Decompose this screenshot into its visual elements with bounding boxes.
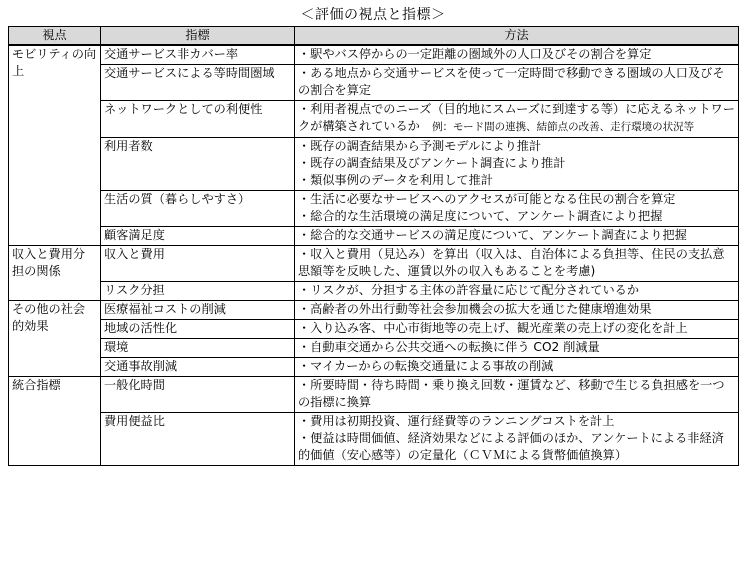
indicator-cell: 一般化時間 xyxy=(101,377,295,413)
table-row xyxy=(9,246,739,282)
method-line: ・ある地点から交通サービスを使って一定時間で移動できる圏域の人口及びその割合を算定 xyxy=(298,66,725,97)
indicator-cell: 利用者数 xyxy=(101,138,295,191)
indicator-cell: 費用便益比 xyxy=(101,413,295,466)
method-line: ・費用は初期投資、運行経費等のランニングコストを計上 xyxy=(298,414,615,428)
indicator-cell: 収入と費用 xyxy=(101,246,295,282)
viewpoint-cell: 統合指標 xyxy=(9,377,101,466)
indicator-cell: 地域の活性化 xyxy=(101,320,295,339)
table-row xyxy=(9,339,739,358)
method-line: ・総合的な交通サービスの満足度について、アンケート調査により把握 xyxy=(298,228,687,242)
method-cell xyxy=(295,191,739,227)
header-row xyxy=(9,27,739,46)
method-note: 例：モード間の連携、結節点の改善、走行環境の状況等 xyxy=(432,121,695,133)
method-line: ・便益は時間価値、経済効果などによる評価のほか、アンケートによる非経済的価値（安心感等）の定量化（ＣＶＭによる貨幣価値換算） xyxy=(298,431,724,462)
method-cell xyxy=(295,282,739,301)
table-row xyxy=(9,65,739,101)
table-row xyxy=(9,413,739,466)
method-line: ・リスクが、分担する主体の許容量に応じて配分されているか xyxy=(298,283,640,297)
method-cell xyxy=(295,358,739,377)
method-line: ・収入と費用（見込み）を算出（収入は、自治体による負担等、住民の支払意思額等を反映した、運賃以外の収入もあることを考慮) xyxy=(298,247,725,278)
table-row xyxy=(9,45,739,65)
indicator-cell: リスク分担 xyxy=(101,282,295,301)
table-row xyxy=(9,101,739,138)
method-line: ・所要時間・待ち時間・乗り換え回数・運賃など、移動で生じる負担感を一つの指標に換算 xyxy=(298,378,725,409)
method-cell xyxy=(295,65,739,101)
method-line: ・総合的な生活環境の満足度について、アンケート調査により把握 xyxy=(298,209,663,223)
table-row xyxy=(9,227,739,246)
indicator-cell: 医療福祉コストの削減 xyxy=(101,301,295,320)
header-method: 方法 xyxy=(295,27,739,46)
method-cell xyxy=(295,101,739,138)
indicator-cell: 環境 xyxy=(101,339,295,358)
method-cell xyxy=(295,320,739,339)
method-line: ・駅やバス停からの一定距離の圏域外の人口及びその割合を算定 xyxy=(298,47,652,61)
page-title: ＜評価の視点と指標＞ xyxy=(300,7,446,23)
method-cell xyxy=(295,227,739,246)
header-viewpoint: 視点 xyxy=(9,27,101,46)
table-row xyxy=(9,377,739,413)
method-text: ・利用者視点でのニーズ（目的地にスムーズに到達する等）に応えるネットワークが構築されているか xyxy=(298,102,735,133)
indicator-cell: 生活の質（暮らしやすさ） xyxy=(101,191,295,227)
method-line: ・入り込み客、中心市街地等の売上げ、観光産業の売上げの変化を計上 xyxy=(298,321,688,335)
method-cell xyxy=(295,246,739,282)
table-row xyxy=(9,282,739,301)
method-cell xyxy=(295,339,739,358)
header-indicator: 指標 xyxy=(101,27,295,46)
method-cell xyxy=(295,413,739,466)
table-row xyxy=(9,191,739,227)
method-line: ・高齢者の外出行動等社会参加機会の拡大を通じた健康増進効果 xyxy=(298,302,652,316)
method-line xyxy=(298,101,735,136)
indicator-cell: 顧客満足度 xyxy=(101,227,295,246)
viewpoint-cell: 収入と費用分担の関係 xyxy=(9,246,101,301)
method-line: ・生活に必要なサービスへのアクセスが可能となる住民の割合を算定 xyxy=(298,192,676,206)
method-line: ・自動車交通から公共交通への転換に伴う CO2 削減量 xyxy=(298,340,600,354)
viewpoint-cell: モビリティの向上 xyxy=(9,45,101,246)
evaluation-table xyxy=(8,26,739,466)
indicator-cell: 交通サービス非カバー率 xyxy=(101,45,295,65)
table-row xyxy=(9,138,739,191)
method-line: ・既存の調査結果から予測モデルにより推計 xyxy=(298,139,542,153)
table-row xyxy=(9,320,739,339)
method-cell xyxy=(295,138,739,191)
method-cell xyxy=(295,377,739,413)
indicator-cell: 交通サービスによる等時間圏域 xyxy=(101,65,295,101)
indicator-cell: 交通事故削減 xyxy=(101,358,295,377)
method-line: ・マイカーからの転換交通量による事故の削減 xyxy=(298,359,554,373)
method-line: ・類似事例のデータを利用して推計 xyxy=(298,173,493,187)
table-row xyxy=(9,358,739,377)
table-row xyxy=(9,301,739,320)
method-cell xyxy=(295,301,739,320)
viewpoint-cell: その他の社会的効果 xyxy=(9,301,101,377)
method-cell xyxy=(295,45,739,65)
indicator-cell: ネットワークとしての利便性 xyxy=(101,101,295,138)
method-line: ・既存の調査結果及びアンケート調査により推計 xyxy=(298,156,566,170)
